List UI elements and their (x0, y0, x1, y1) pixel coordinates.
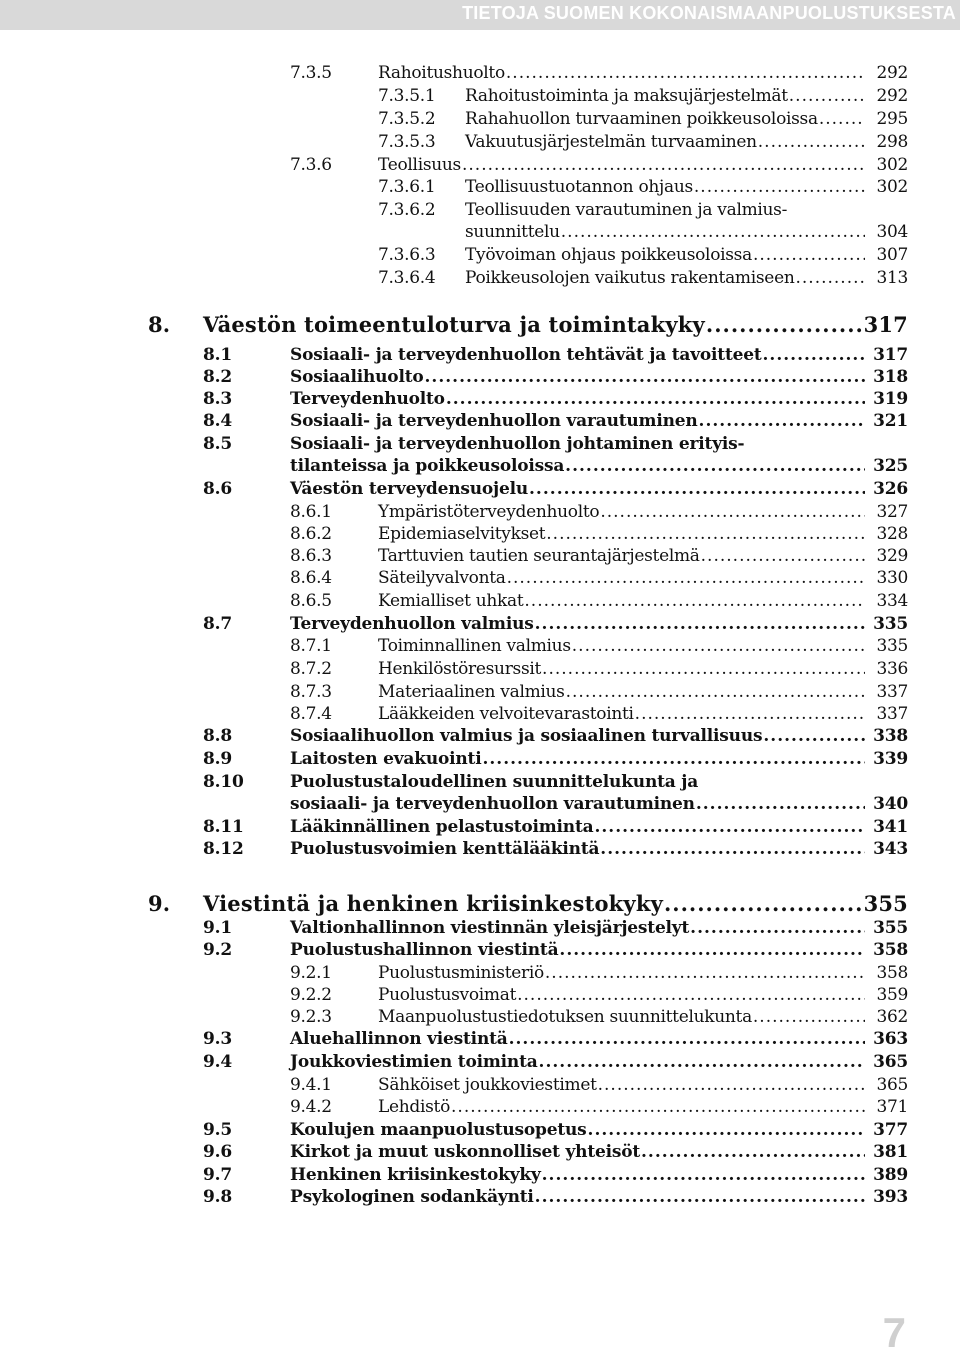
toc-entry-page: 393 (873, 1187, 908, 1207)
dot-leader (545, 963, 865, 983)
toc-entry (0, 222, 960, 246)
toc-entry-title: Kemialliset uhkat (378, 591, 524, 611)
toc-entry-number: 8.11 (203, 817, 244, 837)
toc-entry-page: 295 (876, 109, 908, 129)
toc-entry-page: 302 (876, 177, 908, 197)
toc-entry (0, 312, 960, 336)
page-number: 7 (882, 1309, 906, 1356)
toc-entry-page: 335 (876, 636, 908, 656)
dot-leader (594, 817, 865, 837)
dot-leader (701, 546, 865, 566)
toc-entry-title: Rahahuollon turvaaminen poikkeusoloissa (465, 109, 818, 129)
toc-entry-page: 329 (876, 546, 908, 566)
toc-entry (0, 177, 960, 201)
toc-entry-number: 8.3 (203, 389, 232, 409)
dot-leader (565, 456, 865, 476)
toc-entry-number: 8.7.1 (290, 636, 332, 656)
toc-entry-number: 9.4.2 (290, 1097, 332, 1117)
toc-entry-number: 9.2.3 (290, 1007, 332, 1027)
toc-entry-number: 9.2 (203, 940, 232, 960)
toc-entry-title: Väestön toimeentuloturva ja toimintakyky (203, 312, 705, 337)
dot-leader (641, 1142, 865, 1162)
toc-entry-title: Sosiaalihuolto (290, 367, 424, 387)
dot-leader (753, 1007, 865, 1027)
toc-entry-title: Ympäristöterveydenhuolto (378, 502, 600, 522)
toc-entry-number: 7.3.6.3 (378, 245, 436, 265)
toc-entry-title: Puolustusvoimat (378, 985, 517, 1005)
toc-entry-page: 365 (873, 1052, 908, 1072)
toc-entry-title: Puolustustaloudellinen suunnittelukunta ja (290, 772, 699, 792)
toc-entry (0, 524, 960, 548)
header-band (0, 0, 960, 30)
toc-entry-page: 341 (873, 817, 908, 837)
toc-entry-number: 8.2 (203, 367, 232, 387)
toc-entry-title: Säteilyvalvonta (378, 568, 506, 588)
toc-entry-page: 338 (873, 726, 908, 746)
toc-entry-title: Lääkinnällinen pelastustoiminta (290, 817, 594, 837)
toc-entry-page: 298 (876, 132, 908, 152)
toc-entry (0, 1007, 960, 1031)
toc-entry-title: Teollisuustuotannon ohjaus (465, 177, 693, 197)
dot-leader (462, 155, 865, 175)
toc-entry-number: 8.7.3 (290, 682, 332, 702)
toc-entry-title: Joukkoviestimien toiminta (290, 1052, 538, 1072)
toc-entry (0, 546, 960, 570)
toc-entry-page: 326 (873, 479, 908, 499)
dot-leader (699, 411, 865, 431)
toc-entry-number: 7.3.5.1 (378, 86, 436, 106)
toc-entry-title: Teollisuuden varautuminen ja valmius- (465, 200, 788, 220)
toc-entry-number: 7.3.6 (290, 155, 332, 175)
toc-entry-page: 343 (873, 839, 908, 859)
dot-leader (535, 1187, 865, 1207)
toc-entry-number: 8.6.1 (290, 502, 332, 522)
toc-entry-title: Terveydenhuollon valmius (290, 614, 534, 634)
toc-entry-number: 7.3.6.2 (378, 200, 436, 220)
dot-leader (561, 222, 865, 242)
toc-entry (0, 479, 960, 503)
toc-entry-title: Epidemiaselvitykset (378, 524, 546, 544)
toc-entry (0, 132, 960, 156)
toc-entry-title: Laitosten evakuointi (290, 749, 482, 769)
toc-entry (0, 367, 960, 391)
toc-entry-title: Sosiaali- ja terveydenhuollon johtaminen erityis- (290, 434, 745, 454)
dot-leader (559, 940, 865, 960)
toc-entry-title: Rahoitushuolto (378, 63, 505, 83)
toc-entry-title: Vakuutusjärjestelmän turvaaminen (465, 132, 757, 152)
dot-leader (517, 985, 865, 1005)
dot-leader (588, 1120, 865, 1140)
toc-entry-page: 363 (873, 1029, 908, 1049)
toc-entry (0, 268, 960, 292)
toc-entry (0, 726, 960, 750)
toc-entry-page: 359 (876, 985, 908, 1005)
dot-leader (539, 1052, 865, 1072)
toc-entry-number: 9. (148, 891, 171, 916)
toc-entry (0, 891, 960, 915)
toc-entry (0, 772, 960, 796)
dot-leader (566, 682, 865, 702)
toc-entry-page: 389 (873, 1165, 908, 1185)
toc-entry-number: 8. (148, 312, 171, 337)
toc-entry-number: 8.6.2 (290, 524, 332, 544)
toc-entry-title: Lehdistö (378, 1097, 451, 1117)
dot-leader (507, 568, 865, 588)
dot-leader (753, 245, 865, 265)
dot-leader (482, 749, 865, 769)
toc-entry-page: 335 (873, 614, 908, 634)
toc-entry-title: Henkinen kriisinkestokyky (290, 1165, 541, 1185)
toc-entry-title: Valtionhallinnon viestinnän yleisjärjestelyt (290, 918, 690, 938)
toc-entry-page: 319 (873, 389, 908, 409)
dot-leader (696, 794, 865, 814)
toc-entry-number: 8.5 (203, 434, 232, 454)
toc-entry-number: 9.4 (203, 1052, 232, 1072)
dot-leader (694, 177, 865, 197)
toc-entry-title: Aluehallinnon viestintä (290, 1029, 508, 1049)
dot-leader (451, 1097, 865, 1117)
toc-entry-number: 8.6.5 (290, 591, 332, 611)
toc-entry-page: 371 (876, 1097, 908, 1117)
toc-entry-title: Puolustusvoimien kenttälääkintä (290, 839, 600, 859)
toc-entry-title: Puolustushallinnon viestintä (290, 940, 559, 960)
toc-entry (0, 502, 960, 526)
toc-entry-number: 7.3.5 (290, 63, 332, 83)
toc-entry-number: 9.2.1 (290, 963, 332, 983)
toc-entry-title: Henkilöstöresurssit (378, 659, 542, 679)
toc-entry-page: 362 (876, 1007, 908, 1027)
toc-entry (0, 985, 960, 1009)
toc-entry-title: Teollisuus (378, 155, 461, 175)
toc-entry-page: 381 (873, 1142, 908, 1162)
dot-leader (600, 839, 865, 859)
toc-entry (0, 839, 960, 863)
toc-entry-page: 318 (873, 367, 908, 387)
dot-leader (524, 591, 865, 611)
toc-entry-page: 304 (876, 222, 908, 242)
toc-entry (0, 200, 960, 224)
toc-entry-page: 337 (876, 682, 908, 702)
toc-entry (0, 1165, 960, 1189)
dot-leader (509, 1029, 865, 1049)
toc-entry-page: 292 (876, 63, 908, 83)
running-header-title: TIETOJA SUOMEN KOKONAISMAANPUOLUSTUKSESTA (462, 3, 956, 23)
dot-leader (758, 132, 865, 152)
toc-entry-number: 8.1 (203, 345, 232, 365)
toc-entry (0, 1052, 960, 1076)
toc-entry (0, 794, 960, 818)
dot-leader (762, 345, 865, 365)
dot-leader (635, 704, 865, 724)
toc-entry-title: Sosiaalihuollon valmius ja sosiaalinen turvallisuus (290, 726, 763, 746)
toc-entry (0, 1097, 960, 1121)
toc-entry-number: 8.4 (203, 411, 232, 431)
toc-entry-number: 8.7.2 (290, 659, 332, 679)
toc-entry-page: 355 (863, 891, 908, 916)
toc-entry (0, 1142, 960, 1166)
toc-entry (0, 434, 960, 458)
toc-entry-page: 317 (863, 312, 908, 337)
toc-entry-page: 355 (873, 918, 908, 938)
toc-entry (0, 1075, 960, 1099)
toc-entry-title: Koulujen maanpuolustusopetus (290, 1120, 587, 1140)
toc-entry-page: 330 (876, 568, 908, 588)
toc-entry-title: Toiminnallinen valmius (378, 636, 571, 656)
toc-entry (0, 389, 960, 413)
toc-entry-page: 365 (876, 1075, 908, 1095)
toc-entry-page: 321 (873, 411, 908, 431)
toc-entry-number: 8.7.4 (290, 704, 332, 724)
toc-entry-title: Rahoitustoiminta ja maksujärjestelmät (465, 86, 788, 106)
toc-entry-number: 9.4.1 (290, 1075, 332, 1095)
toc-entry-number: 9.5 (203, 1120, 232, 1140)
toc-entry-number: 7.3.6.1 (378, 177, 436, 197)
toc-entry-title: Terveydenhuolto (290, 389, 445, 409)
dot-leader (572, 636, 865, 656)
toc-entry (0, 817, 960, 841)
toc-entry (0, 86, 960, 110)
toc-entry-number: 8.9 (203, 749, 232, 769)
toc-entry (0, 918, 960, 942)
toc-entry-page: 334 (876, 591, 908, 611)
toc-entry (0, 568, 960, 592)
dot-leader (819, 109, 865, 129)
toc-entry-number: 9.7 (203, 1165, 232, 1185)
toc-entry-page: 340 (873, 794, 908, 814)
toc-entry-title: suunnittelu (465, 222, 560, 242)
toc-entry-number: 8.10 (203, 772, 244, 792)
toc-entry (0, 245, 960, 269)
toc-entry (0, 659, 960, 683)
toc-entry (0, 63, 960, 87)
toc-entry-number: 9.3 (203, 1029, 232, 1049)
toc-entry (0, 456, 960, 480)
dot-leader (446, 389, 865, 409)
toc-entry (0, 345, 960, 369)
toc-entry-title: Maanpuolustustiedotuksen suunnittelukunta (378, 1007, 752, 1027)
toc-entry-title: Tarttuvien tautien seurantajärjestelmä (378, 546, 700, 566)
toc-entry-title: Kirkot ja muut uskonnolliset yhteisöt (290, 1142, 641, 1162)
toc-entry (0, 636, 960, 660)
toc-entry-page: 377 (873, 1120, 908, 1140)
toc-entry-title: Väestön terveydensuojelu (290, 479, 529, 499)
toc-entry-number: 8.7 (203, 614, 232, 634)
dot-leader (542, 1165, 865, 1185)
toc-entry-title: Sosiaali- ja terveydenhuollon varautuminen (290, 411, 698, 431)
toc-entry-page: 313 (876, 268, 908, 288)
toc-entry-number: 9.8 (203, 1187, 232, 1207)
toc-entry (0, 591, 960, 615)
toc-entry-number: 7.3.5.3 (378, 132, 436, 152)
dot-leader (706, 312, 865, 337)
toc-entry-title: Poikkeusolojen vaikutus rakentamiseen (465, 268, 795, 288)
toc-entry-title: Sosiaali- ja terveydenhuollon tehtävät ja tavoitteet (290, 345, 762, 365)
toc-entry-number: 8.6.3 (290, 546, 332, 566)
dot-leader (506, 63, 865, 83)
toc-entry-title: sosiaali- ja terveydenhuollon varautuminen (290, 794, 695, 814)
toc-entry-title: Lääkkeiden velvoitevarastointi (378, 704, 634, 724)
dot-leader (600, 502, 865, 522)
toc-entry-number: 9.6 (203, 1142, 232, 1162)
toc-entry-number: 9.2.2 (290, 985, 332, 1005)
dot-leader (763, 726, 865, 746)
dot-leader (529, 479, 865, 499)
toc-entry (0, 682, 960, 706)
toc-entry-page: 336 (876, 659, 908, 679)
toc-entry-number: 7.3.6.4 (378, 268, 436, 288)
toc-entry-number: 8.6.4 (290, 568, 332, 588)
dot-leader (535, 614, 865, 634)
dot-leader (425, 367, 866, 387)
toc-entry-page: 327 (876, 502, 908, 522)
toc-entry-page: 358 (873, 940, 908, 960)
dot-leader (690, 918, 865, 938)
toc-entry (0, 1120, 960, 1144)
toc-entry (0, 155, 960, 179)
toc-entry-page: 337 (876, 704, 908, 724)
dot-leader (542, 659, 865, 679)
toc-entry-page: 325 (873, 456, 908, 476)
toc-entry-number: 9.1 (203, 918, 232, 938)
dot-leader (546, 524, 865, 544)
toc-entry (0, 940, 960, 964)
toc-entry (0, 109, 960, 133)
toc-entry-title: Viestintä ja henkinen kriisinkestokyky (203, 891, 663, 916)
toc-entry-page: 339 (873, 749, 908, 769)
toc-entry-number: 8.8 (203, 726, 232, 746)
toc-entry-title: Materiaalinen valmius (378, 682, 565, 702)
toc-entry-title: Puolustusministeriö (378, 963, 544, 983)
toc-entry (0, 749, 960, 773)
toc-entry (0, 1029, 960, 1053)
toc-entry-page: 307 (876, 245, 908, 265)
toc-entry-page: 358 (876, 963, 908, 983)
toc-entry (0, 704, 960, 728)
dot-leader (795, 268, 865, 288)
toc-entry-title: Työvoiman ohjaus poikkeusoloissa (465, 245, 752, 265)
toc-entry-page: 317 (873, 345, 908, 365)
dot-leader (789, 86, 865, 106)
toc-entry (0, 411, 960, 435)
toc-entry-page: 302 (876, 155, 908, 175)
toc-entry-title: Psykologinen sodankäynti (290, 1187, 534, 1207)
dot-leader (598, 1075, 865, 1095)
toc-entry-title: Sähköiset joukkoviestimet (378, 1075, 597, 1095)
toc-entry (0, 614, 960, 638)
toc-entry-number: 8.6 (203, 479, 232, 499)
dot-leader (664, 891, 865, 916)
toc-entry-number: 8.12 (203, 839, 244, 859)
toc-entry-title: tilanteissa ja poikkeusoloissa (290, 456, 565, 476)
toc-entry (0, 963, 960, 987)
toc-entry-page: 292 (876, 86, 908, 106)
toc-entry-number: 7.3.5.2 (378, 109, 436, 129)
toc-entry-page: 328 (876, 524, 908, 544)
toc-entry (0, 1187, 960, 1211)
